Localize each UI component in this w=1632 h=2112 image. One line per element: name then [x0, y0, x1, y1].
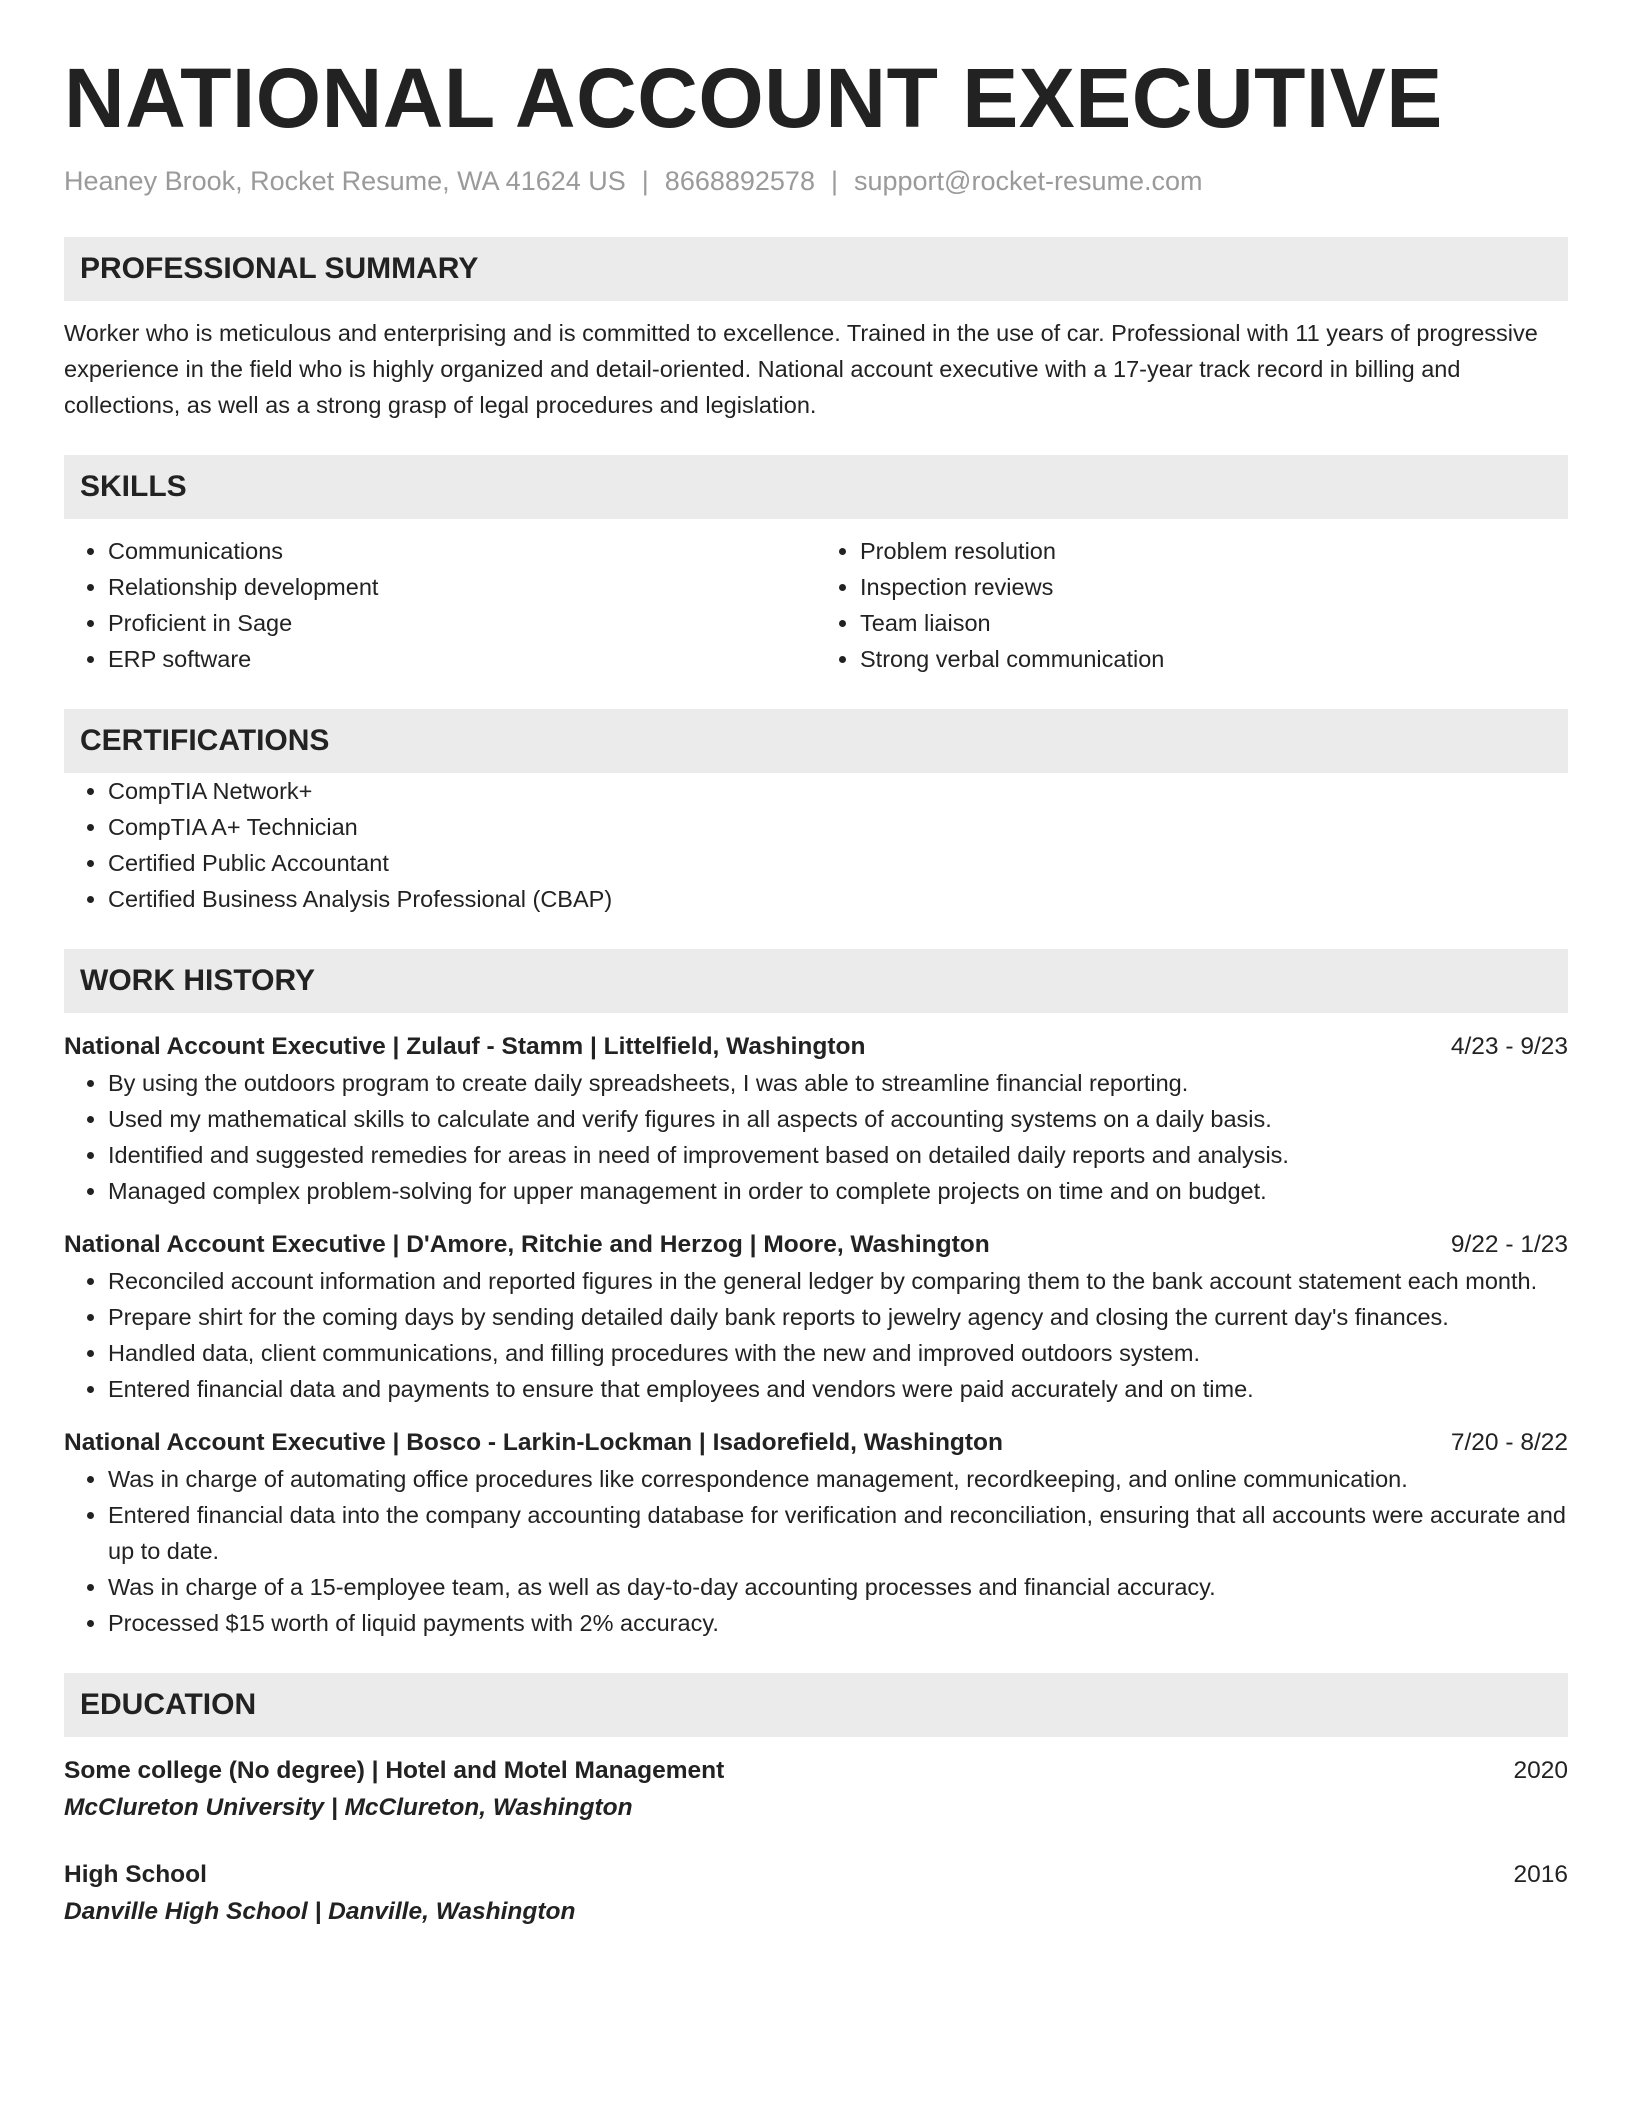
job-entry: [64, 1425, 1568, 1641]
skill-item: • Communications: [108, 533, 816, 569]
skills-list: [64, 533, 1568, 677]
job-bullet: • Was in charge of automating office procedures like correspondence management, recordkeeping, and online communication.: [108, 1461, 1568, 1497]
job-title: National Account Executive | Bosco - Larkin-Lockman | Isadorefield, Washington: [64, 1429, 1003, 1456]
skill-item: • ERP software: [108, 641, 816, 677]
education-entry: [64, 1753, 1568, 1827]
job-bullets: [64, 1263, 1568, 1407]
job-bullet: • Managed complex problem-solving for upper management in order to complete projects on time and on budget.: [108, 1173, 1568, 1209]
certification-item: • CompTIA A+ Technician: [108, 809, 1568, 845]
job-bullet: • Used my mathematical skills to calculate and verify figures in all aspects of accounting systems on a daily basis.: [108, 1101, 1568, 1137]
contact-separator: |: [641, 166, 649, 196]
education-header: [64, 1857, 1568, 1893]
job-bullet: • Handled data, client communications, and filling procedures with the new and improved outdoors system.: [108, 1335, 1568, 1371]
job-bullets: [64, 1065, 1568, 1209]
skill-item: • Inspection reviews: [860, 569, 1568, 605]
job-dates: 7/20 - 8/22: [1450, 1429, 1568, 1456]
job-bullet: • Entered financial data into the company accounting database for verification and reconciliation, ensuring that all accounts were accurate and up to date.: [108, 1497, 1568, 1569]
resume-title: NATIONAL ACCOUNT EXECUTIVE: [64, 51, 1443, 145]
skill-item: • Relationship development: [108, 569, 816, 605]
education-degree: Some college (No degree) | Hotel and Motel Management: [64, 1757, 725, 1784]
job-bullets: [64, 1461, 1568, 1641]
section-heading-education: EDUCATION: [64, 1673, 1568, 1737]
education-header: [64, 1753, 1568, 1789]
education-school: Danville High School | Danville, Washington: [64, 1898, 576, 1925]
education-year: 2020: [1513, 1757, 1568, 1784]
education-year: 2016: [1513, 1861, 1568, 1888]
job-header: [64, 1227, 1568, 1263]
job-title: National Account Executive | Zulauf - Stamm | Littelfield, Washington: [64, 1033, 866, 1060]
job-dates: 9/22 - 1/23: [1450, 1231, 1568, 1258]
job-bullet: • Entered financial data and payments to ensure that employees and vendors were paid accurately and on time.: [108, 1371, 1568, 1407]
contact-email: support@rocket-resume.com: [853, 166, 1203, 196]
job-dates: 4/23 - 9/23: [1450, 1033, 1568, 1060]
section-heading-work-history: WORK HISTORY: [64, 949, 1568, 1013]
job-title: National Account Executive | D'Amore, Ritchie and Herzog | Moore, Washington: [64, 1231, 990, 1258]
contact-line: [64, 166, 1568, 197]
job-bullet: • Reconciled account information and reported figures in the general ledger by comparing them to the bank account statement each month.: [108, 1263, 1568, 1299]
certification-item: • Certified Business Analysis Professional (CBAP): [108, 881, 1568, 917]
certifications-list: [64, 773, 1568, 917]
job-entry: [64, 1029, 1568, 1209]
section-heading-summary: PROFESSIONAL SUMMARY: [64, 237, 1568, 301]
job-bullet: • Identified and suggested remedies for areas in need of improvement based on detailed daily reports and analysis.: [108, 1137, 1568, 1173]
skill-item: • Proficient in Sage: [108, 605, 816, 641]
skill-item: • Strong verbal communication: [860, 641, 1568, 677]
job-bullet: • Processed $15 worth of liquid payments with 2% accuracy.: [108, 1605, 1568, 1641]
job-header: [64, 1425, 1568, 1461]
education-degree: High School: [64, 1861, 207, 1888]
skills-column-left: [64, 533, 816, 677]
job-bullet: • Was in charge of a 15-employee team, as well as day-to-day accounting processes and financial accuracy.: [108, 1569, 1568, 1605]
contact-address: Heaney Brook, Rocket Resume, WA 41624 US: [64, 166, 626, 196]
contact-separator: |: [830, 166, 838, 196]
job-bullet: • Prepare shirt for the coming days by sending detailed daily bank reports to jewelry agency and closing the current day's finances.: [108, 1299, 1568, 1335]
skills-column-right: [816, 533, 1568, 677]
job-entry: [64, 1227, 1568, 1407]
certification-item: • Certified Public Accountant: [108, 845, 1568, 881]
section-heading-skills: SKILLS: [64, 455, 1568, 519]
education-school: McClureton University | McClureton, Washington: [64, 1794, 633, 1821]
summary-text: Worker who is meticulous and enterprising and is committed to excellence. Trained in the use of car. Professional with 11 years of progressive experience in the field who is highly organized and detail-oriented. National account executive with a 17-year track record in billing and collections, as well as a strong grasp of legal procedures and legislation.: [64, 320, 1538, 418]
contact-phone: 8668892578: [664, 166, 815, 196]
job-bullet: • By using the outdoors program to create daily spreadsheets, I was able to streamline financial reporting.: [108, 1065, 1568, 1101]
skill-item: • Problem resolution: [860, 533, 1568, 569]
skill-item: • Team liaison: [860, 605, 1568, 641]
education-entry: [64, 1857, 1568, 1931]
job-header: [64, 1029, 1568, 1065]
certification-item: • CompTIA Network+: [108, 773, 1568, 809]
section-heading-certifications: CERTIFICATIONS: [64, 709, 1568, 773]
